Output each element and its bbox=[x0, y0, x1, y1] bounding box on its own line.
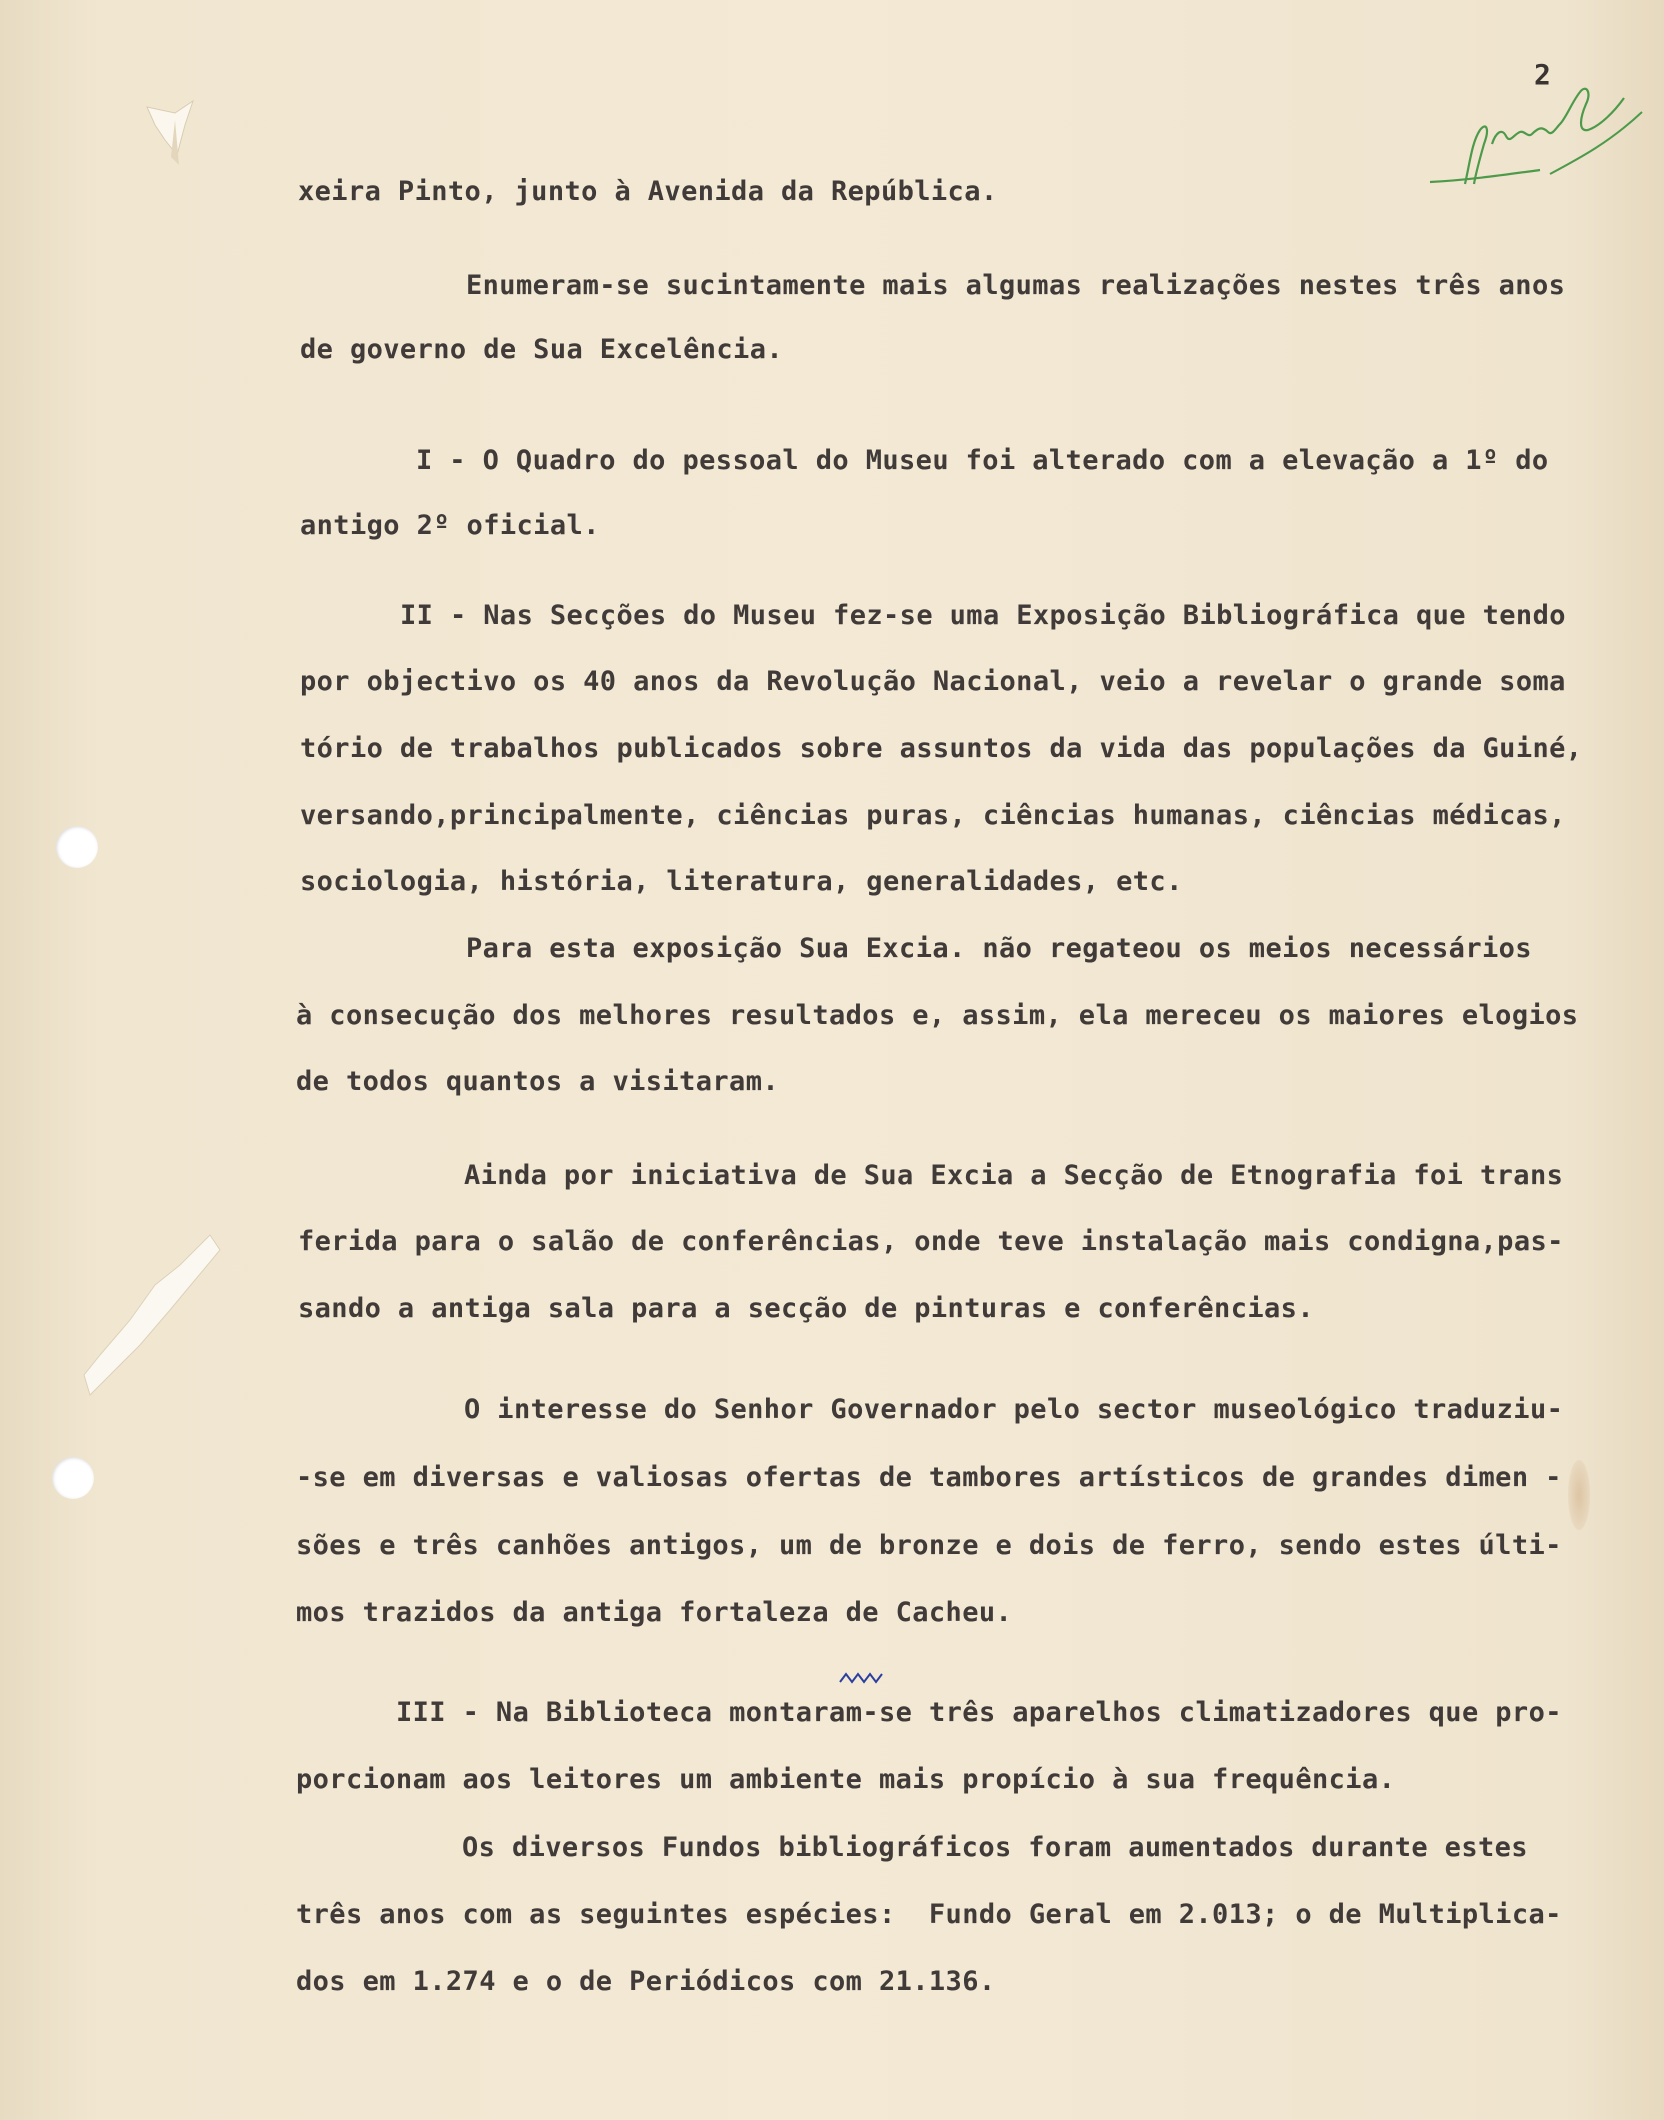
paper-tear-left bbox=[70, 1225, 230, 1405]
text-line: de todos quantos a visitaram. bbox=[296, 1066, 780, 1097]
text-line: dos em 1.274 e o de Periódicos com 21.136. bbox=[296, 1966, 996, 1997]
stain bbox=[1568, 1460, 1590, 1530]
text-line: versando,principalmente, ciências puras, ciências humanas, ciências médicas, bbox=[300, 800, 1566, 831]
text-line: antigo 2º oficial. bbox=[300, 510, 600, 541]
text-line: de governo de Sua Excelência. bbox=[300, 334, 784, 365]
text-line: sando a antiga sala para a secção de pinturas e conferências. bbox=[298, 1293, 1314, 1324]
text-line: II - Nas Secções do Museu fez-se uma Exposição Bibliográfica que tendo bbox=[400, 600, 1566, 631]
text-line: três anos com as seguintes espécies: Fundo Geral em 2.013; o de Multiplica- bbox=[296, 1899, 1562, 1930]
text-line: por objectivo os 40 anos da Revolução Nacional, veio a revelar o grande soma bbox=[300, 666, 1566, 697]
text-line: sociologia, história, literatura, generalidades, etc. bbox=[300, 866, 1183, 897]
text-line: I - O Quadro do pessoal do Museu foi alterado com a elevação a 1º do bbox=[416, 445, 1549, 476]
text-line: xeira Pinto, junto à Avenida da República. bbox=[298, 176, 998, 207]
text-line: Enumeram-se sucintamente mais algumas realizações nestes três anos bbox=[466, 270, 1566, 301]
text-line: mos trazidos da antiga fortaleza de Cacheu. bbox=[296, 1597, 1013, 1628]
text-line: porcionam aos leitores um ambiente mais propício à sua frequência. bbox=[296, 1764, 1396, 1795]
text-line: III - Na Biblioteca montaram-se três aparelhos climatizadores que pro- bbox=[396, 1697, 1562, 1728]
text-line: sões e três canhões antigos, um de bronze e dois de ferro, sendo estes últi- bbox=[296, 1530, 1562, 1561]
page-number: 2 bbox=[1534, 58, 1551, 91]
text-line: O interesse do Senhor Governador pelo sector museológico traduziu- bbox=[464, 1394, 1564, 1425]
text-line: Para esta exposição Sua Excia. não regateou os meios necessários bbox=[466, 933, 1532, 964]
text-line: -se em diversas e valiosas ofertas de tambores artísticos de grandes dimen - bbox=[296, 1462, 1562, 1493]
text-line: tório de trabalhos publicados sobre assuntos da vida das populações da Guiné, bbox=[300, 733, 1583, 764]
punch-hole-upper bbox=[56, 826, 98, 868]
paper-tear-top bbox=[135, 95, 205, 185]
punch-hole-lower bbox=[52, 1457, 94, 1499]
handwritten-signature bbox=[1410, 62, 1650, 212]
text-line: ferida para o salão de conferências, onde teve instalação mais condigna,pas- bbox=[298, 1226, 1564, 1257]
text-line: Ainda por iniciativa de Sua Excia a Secção de Etnografia foi trans bbox=[464, 1160, 1564, 1191]
handwritten-correction-mark bbox=[838, 1668, 888, 1694]
text-line: Os diversos Fundos bibliográficos foram aumentados durante estes bbox=[462, 1832, 1528, 1863]
text-line: à consecução dos melhores resultados e, assim, ela mereceu os maiores elogios bbox=[296, 1000, 1579, 1031]
